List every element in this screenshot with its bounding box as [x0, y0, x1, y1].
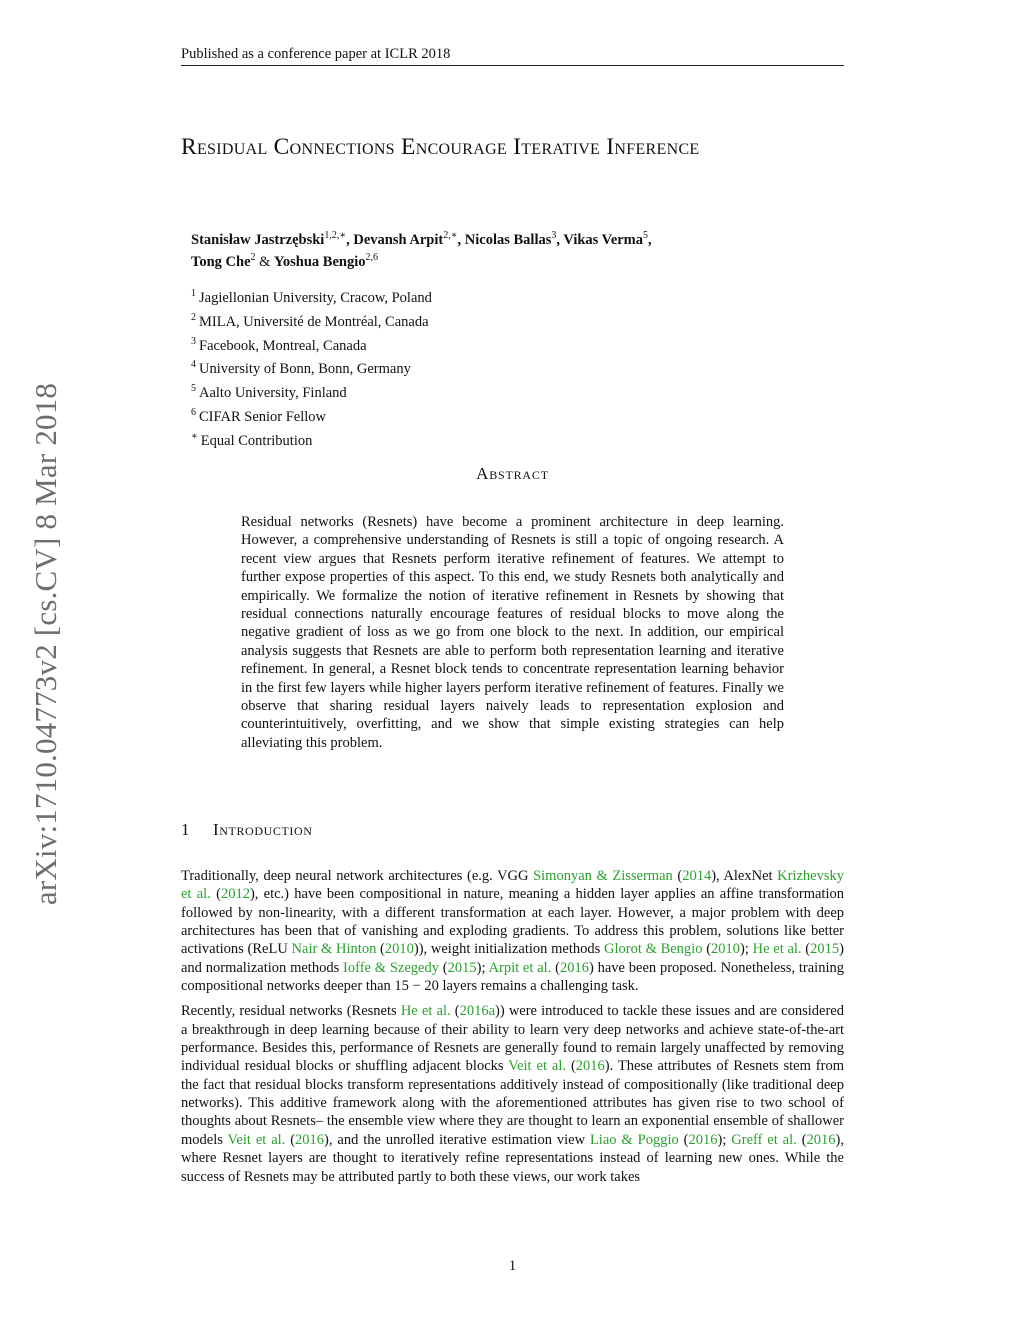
affiliation-mark: 6: [191, 407, 196, 419]
author-name: Nicolas Ballas: [464, 231, 552, 248]
affiliation-item: [191, 379, 691, 403]
citation-link[interactable]: 2016: [559, 959, 589, 976]
citation-link[interactable]: 2016: [806, 1131, 836, 1148]
author-separator: &: [255, 253, 275, 270]
author-affiliation-marks: 5: [643, 230, 649, 241]
affiliation-item: [191, 355, 691, 379]
affiliation-item: [191, 403, 691, 427]
running-header: Published as a conference paper at ICLR 2018: [181, 46, 451, 62]
text-segment: (: [450, 1003, 460, 1020]
citation-link[interactable]: 2016a: [459, 1003, 496, 1020]
affiliation-mark: 3: [191, 335, 196, 347]
text-segment: );: [717, 1131, 732, 1148]
text-segment: ). These attributes of Resnets stem from the fact that residual blocks transform representations additively instead of compositionally (like traditional deep networks). This additive framework along with the aforementioned attributes has given rise to two school of thoughts about Resnets– the ensemble view where they are thought to learn an exponential ensemble of shallower models: [181, 1058, 844, 1148]
author-affiliation-marks: 2: [250, 251, 256, 263]
text-segment: );: [476, 959, 489, 976]
paragraph: [181, 867, 844, 995]
author-name: Vikas Verma: [563, 231, 644, 248]
author-separator: ,: [346, 231, 354, 248]
affiliation-text: Aalto University, Finland: [199, 385, 347, 402]
citation-link[interactable]: 2010: [711, 941, 741, 958]
affiliation-text: Jagiellonian University, Cracow, Poland: [199, 289, 432, 306]
introduction-body: [181, 867, 844, 1193]
citation-link[interactable]: 2016: [688, 1131, 718, 1148]
abstract-text: Residual networks (Resnets) have become a prominent architecture in deep learning. However, a comprehensive understanding of Resnets is still a topic of ongoing research. A recent view argues that Resnets perform iterative refinement of features. We attempt to further expose properties of this aspect. To this end, we study Resnets both analytically and empirically. We formalize the notion of iterative refinement in Resnets by showing that residual connections naturally encourage features of residual blocks to move along the negative gradient of loss as we go from one block to the next. In addition, our empirical analysis suggests that Resnets are able to perform both representation learning and iterative refinement. In general, a Resnet block tends to concentrate representation learning behavior in the first few layers while higher layers perform iterative refinement of features. Finally we observe that sharing residual layers naively leads to representation explosion and counterintuitively, overfitting, and we show that simple existing strategies can help alleviating this problem.: [241, 514, 784, 751]
text-segment: (: [551, 959, 560, 976]
citation-link[interactable]: Ioffe & Szegedy: [343, 959, 439, 976]
text-segment: ), and the unrolled iterative estimation view: [324, 1131, 590, 1148]
section-heading-introduction: [181, 820, 844, 840]
text-segment: ), etc.) have been compositional in nature, meaning a hidden layer applies an affine transformation followed by non-linearity, with a different transformation at each layer. However, a major problem with deep architectures has been that of vanishing and exploding gradients. To address this problem, solutions like better activations (ReLU: [181, 886, 844, 958]
affiliation-text: CIFAR Senior Fellow: [199, 408, 327, 425]
text-segment: (: [285, 1131, 296, 1148]
header-rule: [181, 65, 844, 66]
citation-link[interactable]: He et al.: [400, 1003, 451, 1020]
citation-link[interactable]: Veit et al.: [508, 1058, 567, 1075]
paragraph: [181, 1002, 844, 1185]
affiliation-item: [191, 308, 691, 332]
text-segment: (: [801, 941, 811, 958]
text-segment: )), weight initialization methods: [413, 941, 604, 958]
citation-link[interactable]: Liao & Poggio: [589, 1131, 679, 1148]
text-segment: ), where Resnet layers are thought to iteratively refine representations instead of learning new ones. While the success of Resnets may be attributed partly to both these views, our work takes: [181, 1131, 844, 1185]
author-separator: ,: [457, 231, 465, 248]
section-title: Introduction: [213, 820, 313, 839]
citation-link[interactable]: 2015: [447, 959, 477, 976]
author-name: Stanisław Jastrzębski: [191, 231, 325, 248]
citation-link[interactable]: 2012: [220, 886, 250, 903]
text-segment: (: [210, 886, 221, 903]
affiliation-item: [191, 427, 691, 451]
affiliation-list: [191, 284, 691, 451]
citation-link[interactable]: 2016: [575, 1058, 605, 1075]
author-affiliation-marks: 2,6: [365, 251, 379, 263]
affiliation-mark: 1: [191, 288, 196, 299]
citation-link[interactable]: 2010: [384, 941, 414, 958]
abstract-heading: Abstract: [476, 464, 549, 483]
affiliation-mark: 4: [191, 359, 196, 371]
author-affiliation-marks: 3: [551, 230, 557, 241]
author-affiliation-marks: 2,∗: [443, 230, 458, 241]
text-segment: (: [376, 941, 385, 958]
paper-title: Residual Connections Encourage Iterative Inference: [181, 134, 700, 160]
text-segment: ) have been proposed. Nonetheless, training compositional networks deeper than 15 − 20 layers remains a challenging task.: [181, 959, 844, 995]
citation-link[interactable]: He et al.: [752, 941, 802, 958]
author-separator: ,: [648, 231, 652, 248]
citation-link[interactable]: Krizhevsky et al.: [181, 868, 844, 903]
text-segment: Traditionally, deep neural network architectures (e.g. VGG: [181, 868, 534, 884]
citation-link[interactable]: Nair & Hinton: [291, 941, 377, 958]
author-affiliation-marks: 1,2,∗: [324, 230, 347, 241]
citation-link[interactable]: 2014: [682, 868, 712, 884]
author-name: Devansh Arpit: [353, 231, 444, 248]
affiliation-text: MILA, Université de Montréal, Canada: [199, 313, 429, 330]
affiliation-mark: 5: [191, 383, 196, 395]
affiliation-text: Equal Contribution: [200, 432, 313, 449]
text-segment: );: [740, 941, 753, 958]
text-segment: ), AlexNet: [711, 868, 778, 884]
affiliation-item: [191, 332, 691, 356]
text-segment: ) and normalization methods: [181, 941, 844, 976]
affiliation-mark: 2: [191, 311, 196, 323]
citation-link[interactable]: 2015: [810, 941, 840, 958]
arxiv-identifier-stamp: arXiv:1710.04773v2 [cs.CV] 8 Mar 2018: [28, 382, 63, 906]
text-segment: (: [672, 868, 683, 884]
section-number: 1: [181, 820, 191, 839]
affiliation-text: University of Bonn, Bonn, Germany: [199, 361, 411, 378]
text-segment: (: [702, 941, 712, 958]
citation-link[interactable]: Glorot & Bengio: [603, 941, 703, 958]
author-separator: ,: [556, 231, 564, 248]
text-segment: (: [438, 959, 448, 976]
text-segment: Recently, residual networks (Resnets: [181, 1003, 401, 1020]
affiliation-mark: ∗: [191, 430, 198, 442]
author-name: Tong Che: [191, 253, 251, 270]
citation-link[interactable]: Arpit et al.: [488, 959, 552, 976]
citation-link[interactable]: Simonyan & Zisserman: [533, 868, 673, 884]
author-name: Yoshua Bengio: [274, 253, 366, 270]
citation-link[interactable]: Veit et al.: [227, 1131, 286, 1148]
citation-link[interactable]: Greff et al.: [731, 1131, 797, 1148]
affiliation-item: [191, 284, 691, 308]
text-segment: (: [796, 1131, 807, 1148]
citation-link[interactable]: 2016: [295, 1131, 325, 1148]
text-segment: (: [566, 1058, 576, 1075]
text-segment: )) were introduced to tackle these issues and are considered a breakthrough in deep learning because of their ability to learn very deep networks and achieve state-of-the-art performance. Besides this, performance of Resnets are generally found to remain largely unaffected by removing individual residual blocks or shuffling adjacent blocks: [181, 1003, 844, 1075]
text-segment: (: [678, 1131, 689, 1148]
page-number: 1: [508, 1258, 517, 1274]
author-list: [191, 227, 831, 271]
affiliation-text: Facebook, Montreal, Canada: [199, 337, 367, 354]
